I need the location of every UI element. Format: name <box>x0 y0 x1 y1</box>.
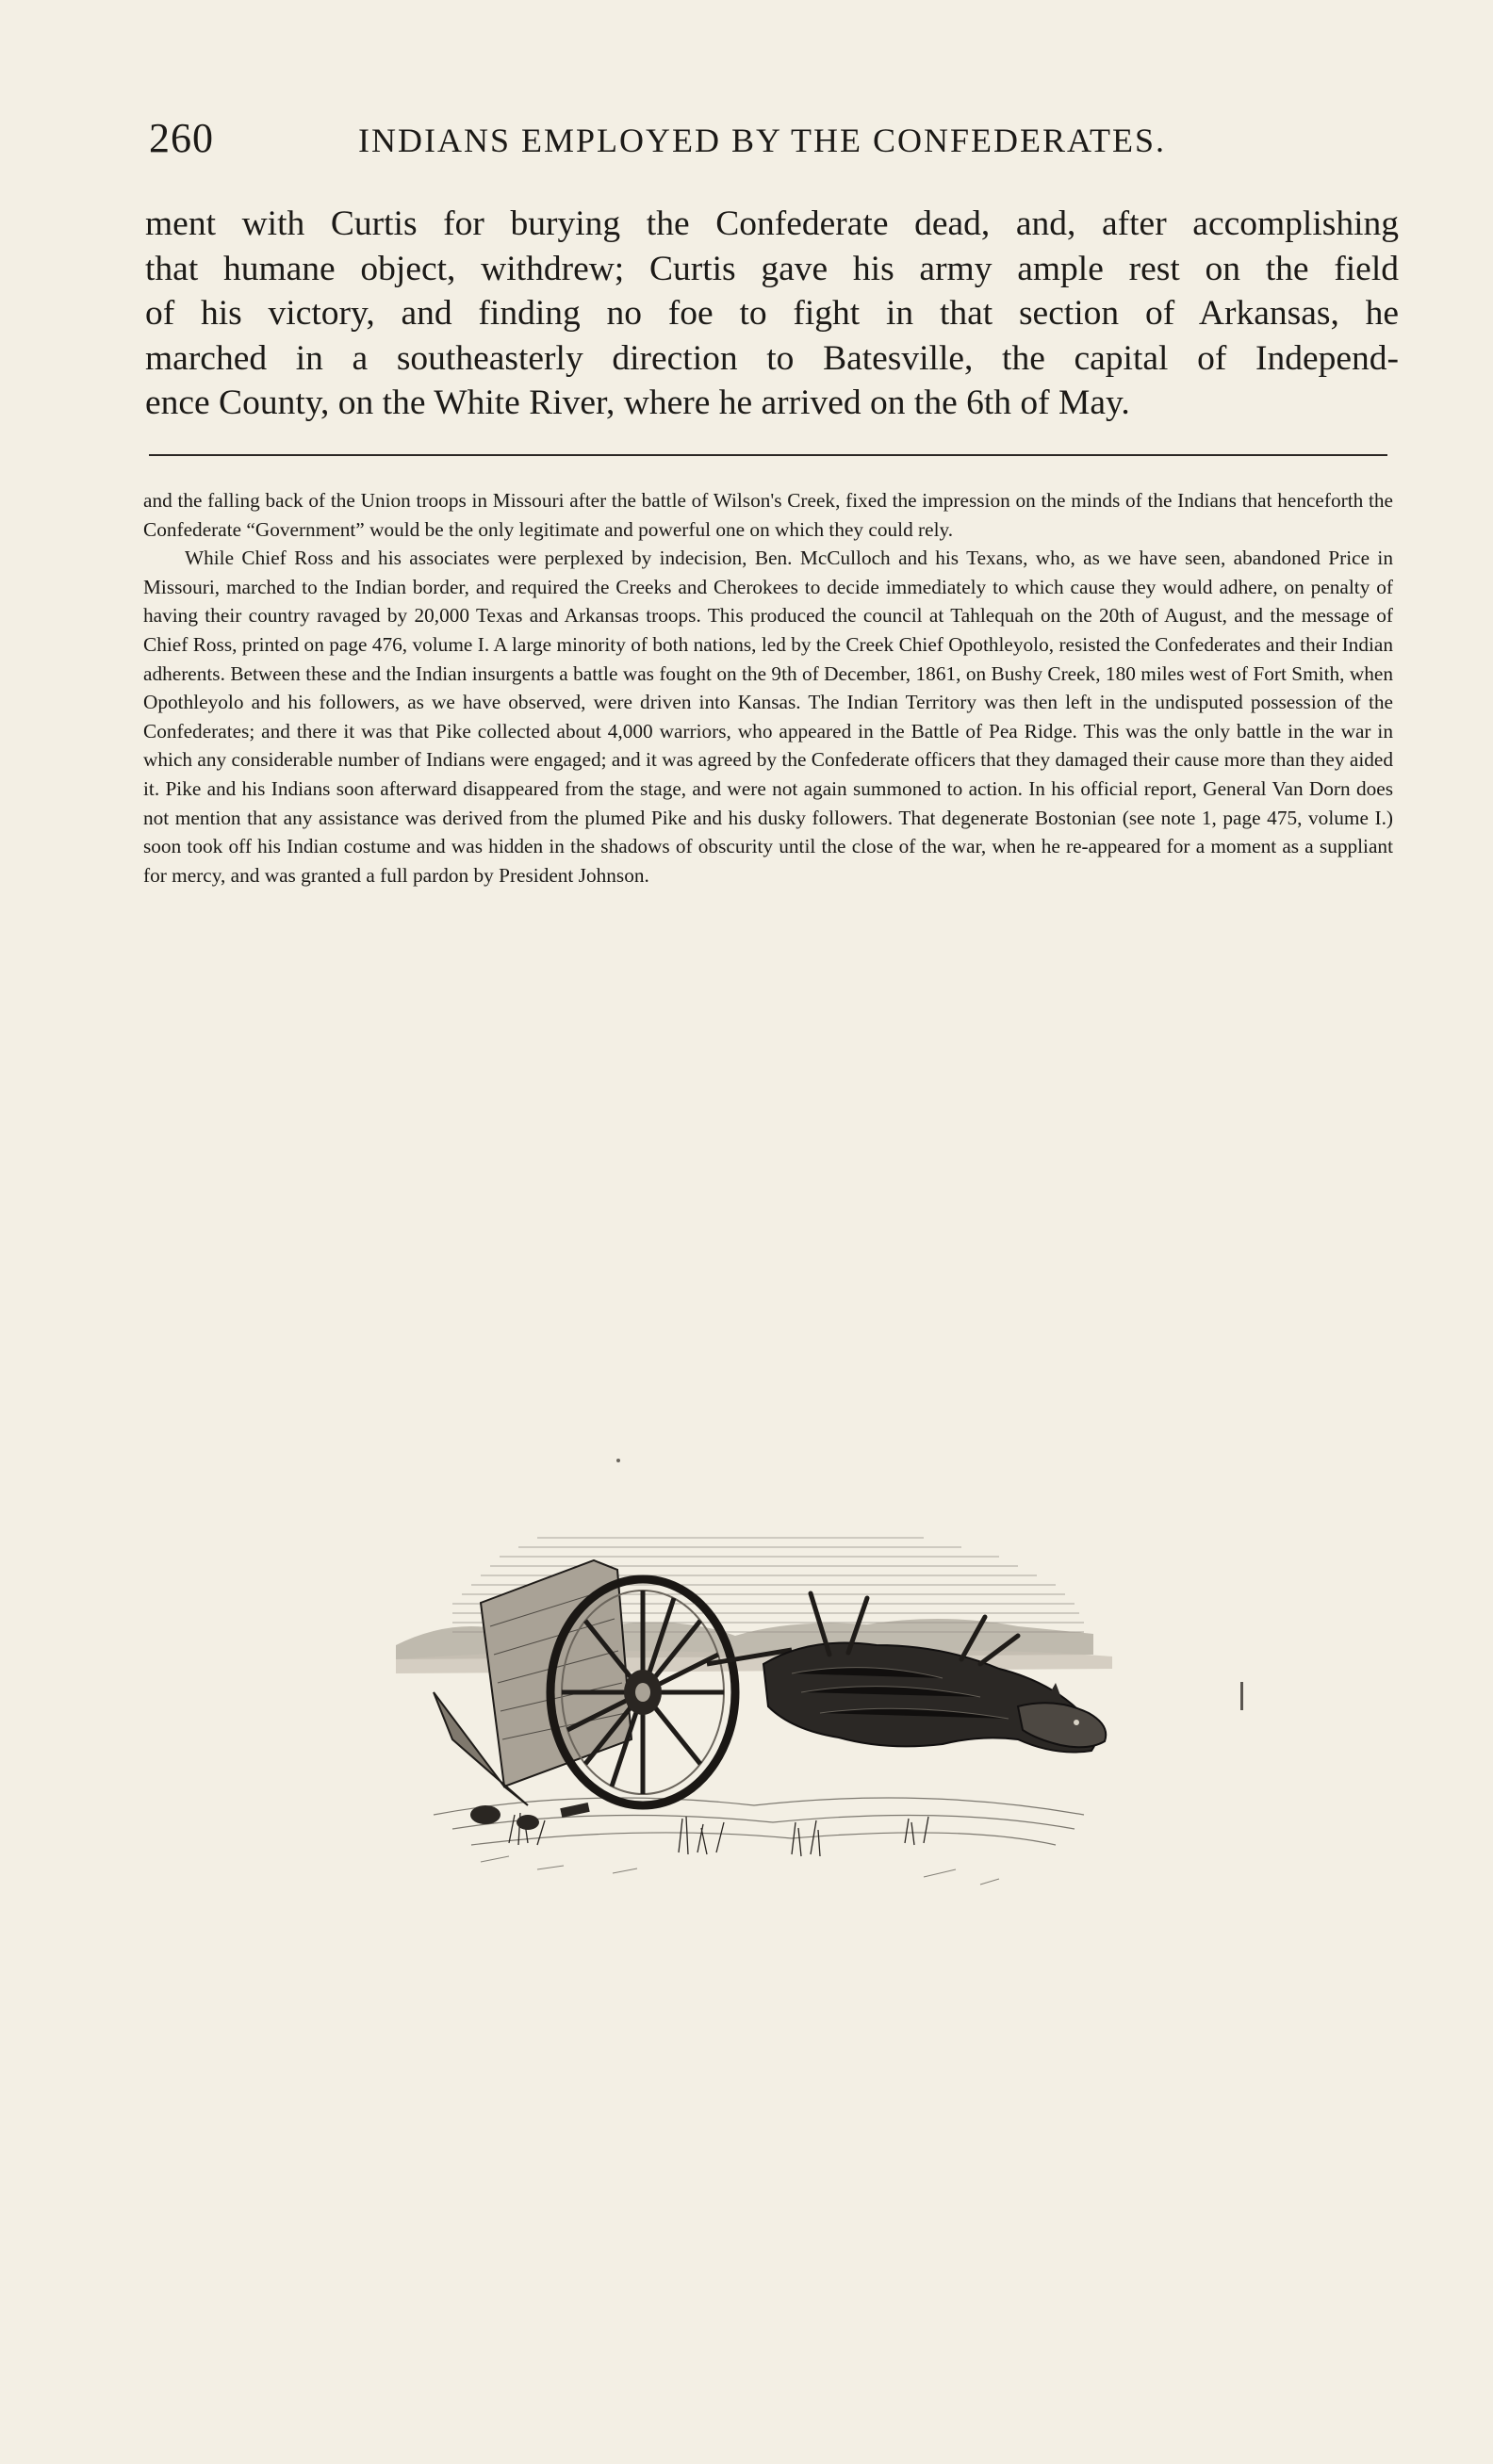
footnote-divider <box>149 454 1387 456</box>
main-text-line: that humane object, withdrew; Curtis gave his army ample rest on the field <box>145 249 1399 288</box>
engraving-wrecked-wagon-dead-horse-icon <box>396 1504 1140 1900</box>
main-text-line: of his victory, and finding no foe to fight in that section of Arkansas, he <box>145 294 1399 334</box>
page-header <box>149 115 1407 162</box>
footnote-paragraph: While Chief Ross and his associates were perplexed by indecision, Ben. McCulloch and his Texans, who, as we have seen, abandoned Price in Missouri, marched to the Indian border, and required the Creeks and Cherokees to decide immediately to which cause they would adhere, on penalty of having their country ravaged by 20,000 Texas and Arkansas troops. This produced the council at Tahlequah on the 20th of August, and the message of Chief Ross, printed on page 476, volume I. A large minority of both nations, led by the Creek Chief Opothleyolo, resisted the Confederates and their Indian adherents. Between these and the Indian insurgents a battle was fought on the 9th of December, 1861, on Bushy Creek, 180 miles west of Fort Smith, when Opothleyolo and his followers, as we have observed, were driven into Kansas. The Indian Territory was then left in the undisputed possession of the Confederates; and there it was that Pike collected about 4,000 warriors, who appeared in the Battle of Pea Ridge. This was the only battle in the war in which any considerable number of Indians were engaged; and it was agreed by the Confederate officers that they damaged their cause more than they aided it. Pike and his Indians soon afterward disappeared from the stage, and were not again summoned to action. In his official report, General Van Dorn does not mention that any assistance was derived from the plumed Pike and his dusky followers. That degenerate Bostonian (see note 1, page 475, volume I.) soon took off his Indian costume and was hidden in the shadows of obscurity until the close of the war, when he re-appeared for a moment as a suppliant for mercy, and was granted a full pardon by President Johnson. <box>143 547 1393 887</box>
main-text-line: ment with Curtis for burying the Confederate dead, and, after accomplishing <box>145 204 1399 243</box>
main-text-line: ence County, on the White River, where he arrived on the 6th of May. <box>145 383 1130 423</box>
main-text <box>145 202 1399 426</box>
stray-dot <box>616 1459 620 1462</box>
footnote-paragraph: and the falling back of the Union troops in Missouri after the battle of Wilson's Creek, fixed the impression on the minds of the Indians that henceforth the Confederate “Government” would be the only legitimate and powerful one on which they could rely. <box>143 489 1393 541</box>
footnote <box>143 486 1393 889</box>
running-head: INDIANS EMPLOYED BY THE CONFEDERATES. <box>358 122 1167 159</box>
margin-mark <box>1240 1682 1243 1710</box>
main-text-line: marched in a southeasterly direction to Batesville, the capital of Independ- <box>145 338 1399 378</box>
page-number: 260 <box>149 115 214 161</box>
